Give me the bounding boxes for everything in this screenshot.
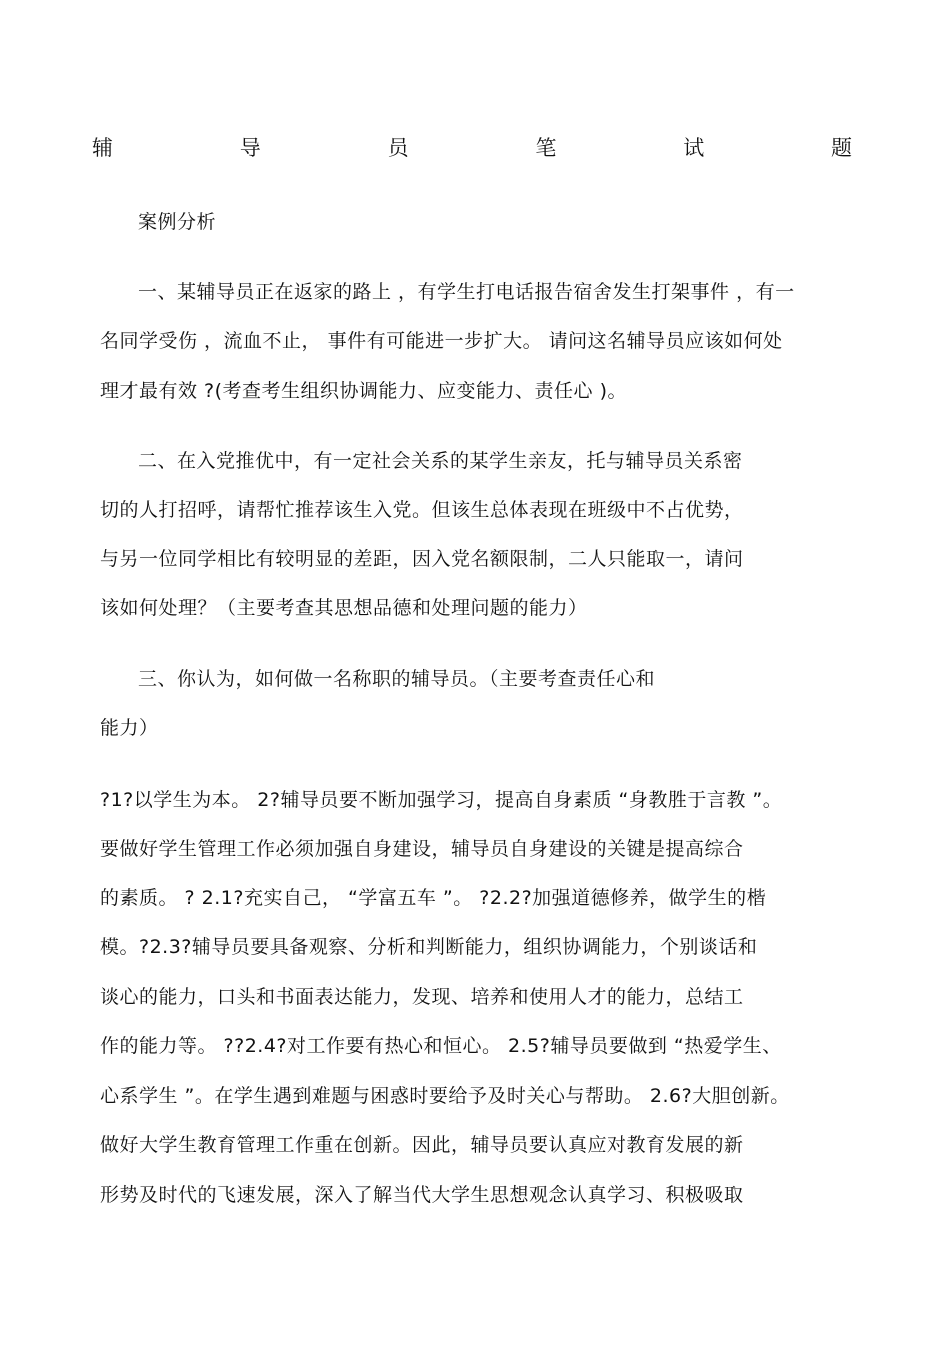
document-title: [92, 133, 852, 163]
answer-line: 形势及时代的飞速发展，深入了解当代大学生思想观念认真学习、积极吸取: [100, 1184, 744, 1206]
question-2-line: 该如何处理？（主要考查其思想品德和处理问题的能力）: [100, 597, 588, 619]
answer-line: 要做好学生管理工作必须加强自身建设，辅导员自身建设的关键是提高综合: [100, 838, 744, 860]
title-char: 员: [387, 136, 409, 160]
title-char: 题: [830, 136, 852, 160]
section-heading: 案例分析: [138, 211, 217, 233]
answer-line: 模。?2.3?辅导员要具备观察、分析和判断能力，组织协调能力，个别谈话和: [100, 936, 758, 958]
title-char: 辅: [92, 136, 113, 160]
answer-line: 心系学生 ”。在学生遇到难题与困惑时要给予及时关心与帮助。 2.6?大胆创新。: [100, 1085, 790, 1107]
question-2-line: 与另一位同学相比有较明显的差距，因入党名额限制，二人只能取一，请问: [100, 548, 744, 570]
title-char: 笔: [535, 136, 557, 160]
answer-line: ?1?以学生为本。 2?辅导员要不断加强学习，提高自身素质 “身教胜于言教 ”。: [100, 789, 783, 811]
question-1-line: 理才最有效 ?(考查考生组织协调能力、应变能力、责任心 )。: [100, 380, 627, 402]
title-char: 导: [239, 136, 261, 160]
answer-line: 的素质。 ? 2.1?充实自己， “学富五车 ”。 ?2.2?加强道德修养，做学生的楷: [100, 887, 767, 909]
question-1-line: 名同学受伤 ，流血不止， 事件有可能进一步扩大。 请问这名辅导员应该如何处: [100, 330, 783, 352]
answer-line: 作的能力等。 ??2.4?对工作要有热心和恒心。 2.5?辅导员要做到 “热爱学生、: [100, 1035, 782, 1057]
answer-line: 谈心的能力，口头和书面表达能力，发现、培养和使用人才的能力，总结工: [100, 986, 744, 1008]
question-1-line: 一、某辅导员正在返家的路上 ，有学生打电话报告宿舍发生打架事件 ，有一: [138, 281, 795, 303]
question-3-line: 三、你认为，如何做一名称职的辅导员。（主要考查责任心和: [138, 668, 656, 690]
question-2-line: 二、在入党推优中，有一定社会关系的某学生亲友，托与辅导员关系密: [138, 450, 743, 472]
question-3-line: 能力）: [100, 717, 159, 739]
answer-line: 做好大学生教育管理工作重在创新。因此，辅导员要认真应对教育发展的新: [100, 1134, 744, 1156]
question-2-line: 切的人打招呼，请帮忙推荐该生入党。但该生总体表现在班级中不占优势，: [100, 499, 744, 521]
title-char: 试: [683, 136, 705, 160]
